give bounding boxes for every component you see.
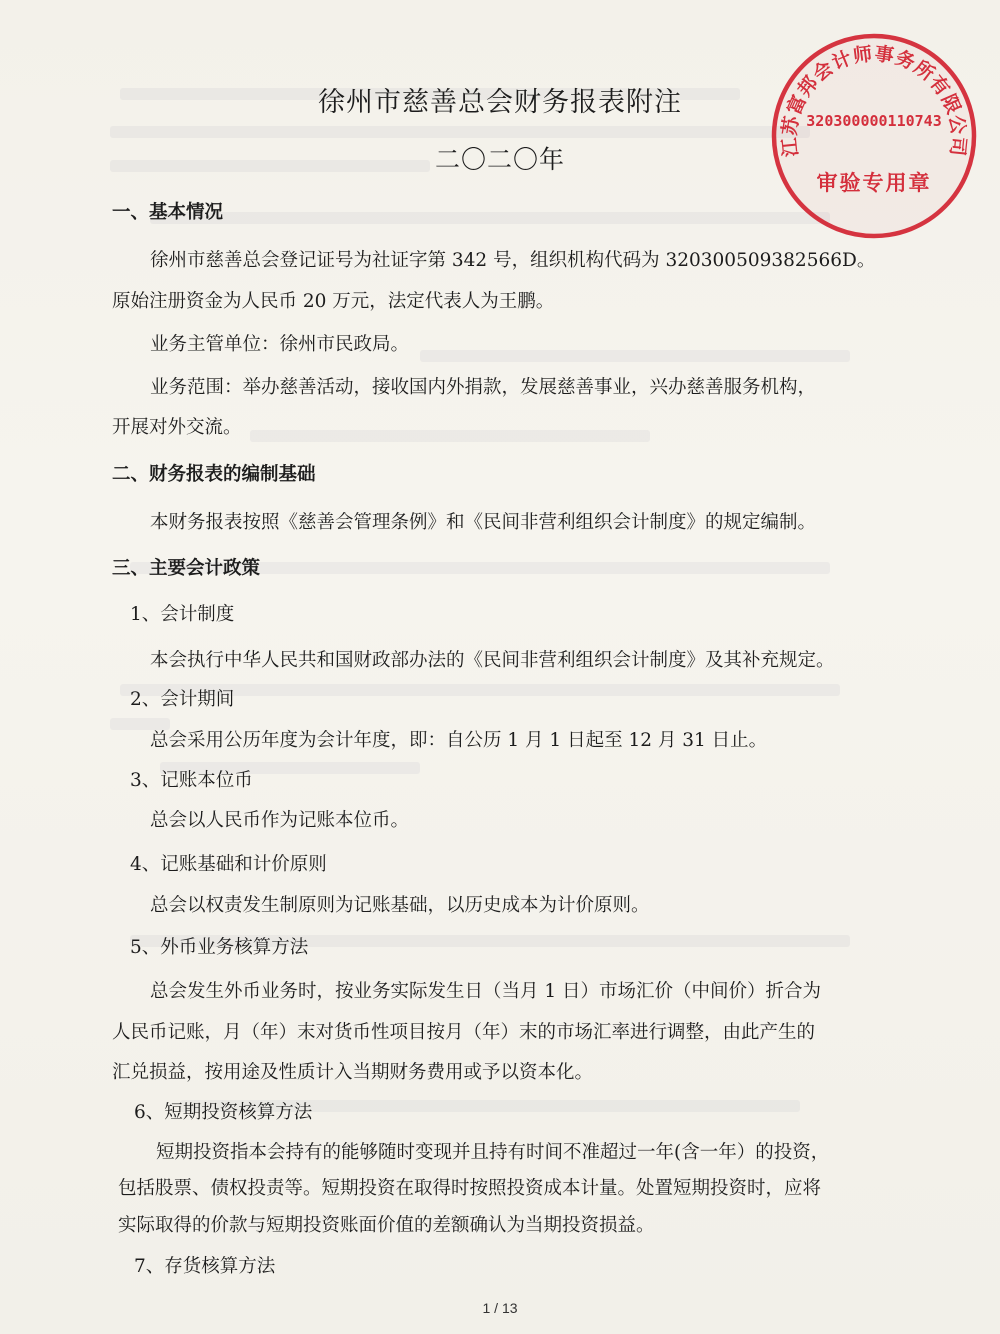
paragraph: 总会采用公历年度为会计年度，即：自公历 1 月 1 日起至 12 月 31 日止。 [150,730,768,751]
paragraph: 人民币记账，月（年）末对货币性项目按月（年）末的市场汇率进行调整，由此产生的 [112,1022,816,1043]
document-year: 二〇二〇年 [434,145,565,174]
policy-item-label: 6、短期投资核算方法 [134,1102,313,1123]
paragraph: 包括股票、债权投责等。短期投资在取得时按照投资成本计量。处置短期投资时，应将 [118,1178,822,1199]
policy-item-label: 3、记账本位币 [130,770,253,791]
section-3-heading: 三、主要会计政策 [112,558,261,579]
policy-item-label: 7、存货核算方法 [134,1256,276,1277]
paragraph: 开展对外交流。 [112,417,242,438]
audit-seal-stamp [768,30,980,242]
paragraph: 业务主管单位：徐州市民政局。 [150,334,410,355]
svg-text:320300000110743: 320300000110743 [806,112,942,130]
svg-text:江苏富邦会计师事务所有限公司: 江苏富邦会计师事务所有限公司 [778,42,970,158]
page-number: 1 / 13 [482,1300,518,1316]
paragraph: 总会发生外币业务时，按业务实际发生日（当月 1 日）市场汇价（中间价）折合为 [150,981,822,1002]
paragraph: 本财务报表按照《慈善会管理条例》和《民间非营利组织会计制度》的规定编制。 [150,512,817,533]
paragraph: 徐州市慈善总会登记证号为社证字第 342 号，组织机构代码为 320300509382566D。 [150,250,876,271]
document-title: 徐州市慈善总会财务报表附注 [318,87,682,118]
paragraph: 短期投资指本会持有的能够随时变现并且持有时间不准超过一年(含一年）的投资， [156,1142,830,1163]
svg-text:审验专用章: 审验专用章 [816,171,932,195]
policy-item-label: 1、会计制度 [130,604,235,625]
paragraph: 实际取得的价款与短期投资账面价值的差额确认为当期投资损益。 [118,1215,655,1236]
section-1-heading: 一、基本情况 [112,202,224,223]
paragraph: 本会执行中华人民共和国财政部办法的《民间非营利组织会计制度》及其补充规定。 [150,650,835,671]
policy-item-label: 5、外币业务核算方法 [130,937,309,958]
policy-item-label: 4、记账基础和计价原则 [130,854,327,875]
paragraph: 总会以权责发生制原则为记账基础，以历史成本为计价原则。 [150,895,650,916]
paragraph: 汇兑损益，按用途及性质计入当期财务费用或予以资本化。 [112,1062,594,1083]
paragraph: 原始注册资金为人民币 20 万元，法定代表人为王鹏。 [112,291,555,312]
policy-item-label: 2、会计期间 [130,689,235,710]
paragraph: 总会以人民币作为记账本位币。 [150,810,410,831]
section-2-heading: 二、财务报表的编制基础 [112,464,316,485]
paragraph: 业务范围：举办慈善活动，接收国内外捐款，发展慈善事业，兴办慈善服务机构， [150,377,817,398]
